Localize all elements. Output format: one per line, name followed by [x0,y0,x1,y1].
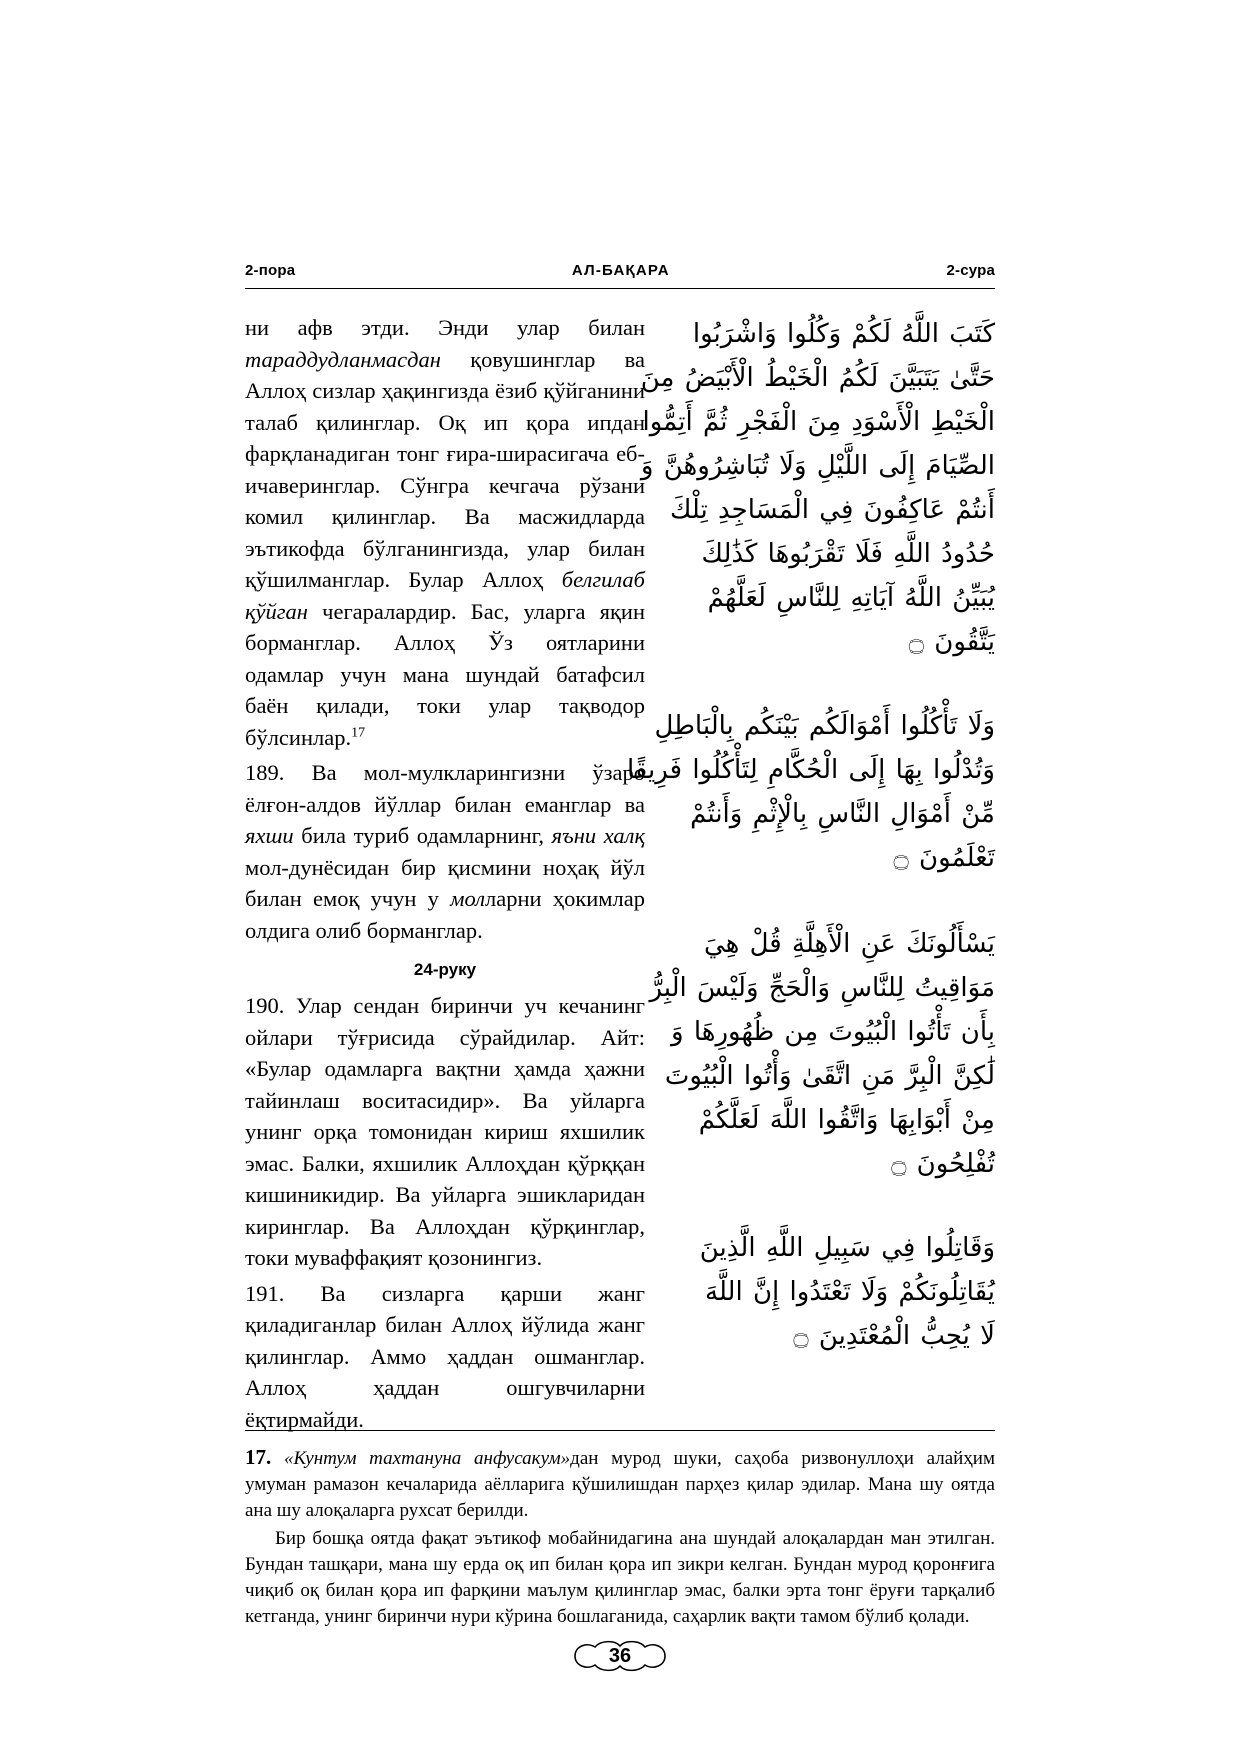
arabic-line: الصِّيَامَ إِلَى اللَّيْلِ وَلَا تُبَاشِرُوهُنَّ وَ [640,451,995,481]
arabic-line: تَعْلَمُونَ ۝ [893,843,995,873]
arabic-line: حَتَّىٰ يَتَبَيَّنَ لَكُمُ الْخَيْطُ الْأَبْيَضُ مِنَ [640,363,995,393]
verse-189-text-c: мол-дунёсидан бир қисмини ноҳақ йўл билан емоқ учун у [245,854,645,911]
arabic-line: يُقَاتِلُونَكُمْ وَلَا تَعْتَدُوا إِنَّ اللَّهَ [705,1277,995,1307]
verse-189-text-b: била туриб одамларнинг, [293,823,552,848]
folio [0,1636,1240,1681]
verse-191: 191. Ва сизларга қарши жанг қиладиганлар билан Аллоҳ йўлида жанг қилинглар. Аммо ҳаддан ошманглар. Аллоҳ ҳаддан ошгувчиларни ёқтирмайди. [245,1280,645,1432]
verse-190: 190. Улар сендан биринчи уч кечанинг ойлари тўғрисида сўрайдилар. Айт: «Булар одамларга вақтни ҳамда ҳажни тайинлаш воситасидир». Ва уйларга унинг орқа томонидан кириш яхшилик эмас. Балки, яхшилик Аллоҳдан қўрққан кишиникидир. Ва уйларга эшикларидан киринглар. Ва Аллоҳдан қўрқинглар, токи муваффақият қозонингиз. [245,993,645,1270]
arabic-line: تُفْلِحُونَ ۝ [891,1149,995,1179]
footnote-divider [245,1430,995,1431]
running-head [245,262,995,279]
arabic-line: يُبَيِّنُ اللَّهُ آيَاتِهِ لِلنَّاسِ لَعَلَّهُمْ [707,583,995,613]
ruku-heading: 24-руку [413,960,477,979]
body-area [245,312,995,1432]
arabic-line: يَتَّقُونَ ۝ [908,627,995,657]
verse-188-text-a: ни афв этди. Энди улар билан [245,315,645,340]
arabic-block-189 [649,922,995,1186]
running-head-center: АЛ-БАҚАРА [571,262,670,279]
page-number: 36 [608,1645,632,1667]
arabic-block-187 [640,312,995,664]
footnote-section [245,1444,995,1632]
translation-column [245,312,645,1439]
arabic-line: الْخَيْطِ الْأَسْوَدِ مِنَ الْفَجْرِ ثُمَّ أَتِمُّوا [642,407,995,437]
footnote-text-1: дан мурод шуки, саҳоба ризвонуллоҳи алайҳим умуман рамазон кечаларида аёлларига қўшилишдан парҳез қилар эдилар. Мана шу оятда ана шу алоқаларга рухсат берилди. [245,1448,995,1521]
running-head-left: 2-пора [245,262,296,279]
arabic-column [626,312,995,1384]
footnote-text-2: Бир бошқа оятда фақат эътикоф мобайнидагина ана шундай алоқалардан ман этилган. Бундан ташқари, мана шу ерда оқ ип билан қора ип зикри келган. Бундан мурод қоронғига чиқиб оқ билан қора ип фарқини маълум қилинглар эмас, балки эрта тонг ёруғи тарқалиб кетганда, унинг биринчи нури кўрина бошлаганида, саҳарлик вақти тамом бўлиб қолади. [245,1528,995,1627]
verse-189-emph-1: яхши [245,823,294,848]
verse-189-emph-2: яъни халқ [551,823,646,848]
verse-189-text-a: 189. Ва мол-мулкларингизни ўзаро ёлғон-алдов йўллар билан еманглар ва [245,760,645,817]
arabic-line: مِّنْ أَمْوَالِ النَّاسِ بِالْإِثْمِ وَأَنتُمْ [690,799,995,829]
verse-188-emph-2: белгилаб қўйган [245,567,645,624]
footnote-number: 17. [245,1445,272,1469]
verse-189 [245,757,645,946]
arabic-line: يَسْأَلُونَكَ عَنِ الْأَهِلَّةِ قُلْ هِيَ [703,929,995,959]
arabic-block-190 [675,1226,995,1358]
verse-188-emph-1: тараддудланмасдан [245,346,441,372]
arabic-line: مِنْ أَبْوَابِهَا وَاتَّقُوا اللَّهَ لَعَلَّكُمْ [698,1105,995,1135]
arabic-line: حُدُودُ اللَّهِ فَلَا تَقْرَبُوهَا كَذَٰلِكَ [701,539,995,569]
arabic-line: لَٰكِنَّ الْبِرَّ مَنِ اتَّقَىٰ وَأْتُوا الْبُيُوتَ [664,1061,995,1091]
arabic-line: كَتَبَ اللَّهُ لَكُمْ وَكُلُوا وَاشْرَبُوا [692,319,995,349]
arabic-block-188 [626,704,995,880]
arabic-line: بِأَن تَأْتُوا الْبُيُوتَ مِن ظُهُورِهَا وَ [671,1017,995,1047]
arabic-line: وَلَا تَأْكُلُوا أَمْوَالَكُم بَيْنَكُم بِالْبَاطِلِ [654,711,995,741]
arabic-line: وَقَاتِلُوا فِي سَبِيلِ اللَّهِ الَّذِينَ [699,1233,995,1263]
arabic-line: مَوَاقِيتُ لِلنَّاسِ وَالْحَجِّ وَلَيْسَ الْبِرُّ [649,973,995,1003]
verse-188-text-b: қовушинглар ва Аллоҳ сизлар ҳақингизда ёзиб қўйганини талаб қилинглар. Оқ ип қора ипдан фарқланадиган тонг ғира-ширасигача еб-ичаверинглар. Сўнгра кечгача рўзани комил қилинглар. Ва масжидларда эътикофда бўлганингизда, улар билан қўшилманглар. Булар Аллоҳ [245,346,645,592]
footnote-marker-17[interactable]: 17 [351,725,366,740]
verse-189-emph-3: мол [450,886,486,911]
arabic-line: لَا يُحِبُّ الْمُعْتَدِينَ ۝ [793,1321,995,1351]
header-divider [245,288,995,289]
footnote-quote: «Кунтум тахтануна анфусакум» [283,1448,571,1469]
arabic-line: وَتُدْلُوا بِهَا إِلَى الْحُكَّامِ لِتَأْكُلُوا فَرِيقًا [626,755,995,785]
footnote-17 [245,1444,995,1524]
verse-189-text-d: ларни ҳокимлар олдига олиб борманглар. [245,886,645,943]
arabic-line: أَنتُمْ عَاكِفُونَ فِي الْمَسَاجِدِ تِلْكَ [669,495,995,525]
verse-188-text-c: чегаралардир. Бас, уларга яқин борманглар. Аллоҳ Ўз оятларини одамлар учун мана шундай батафсил баён қилади, токи улар тақводор бўлсинлар. [245,598,645,750]
verse-188-continued [245,312,645,753]
running-head-right: 2-сура [946,262,995,279]
